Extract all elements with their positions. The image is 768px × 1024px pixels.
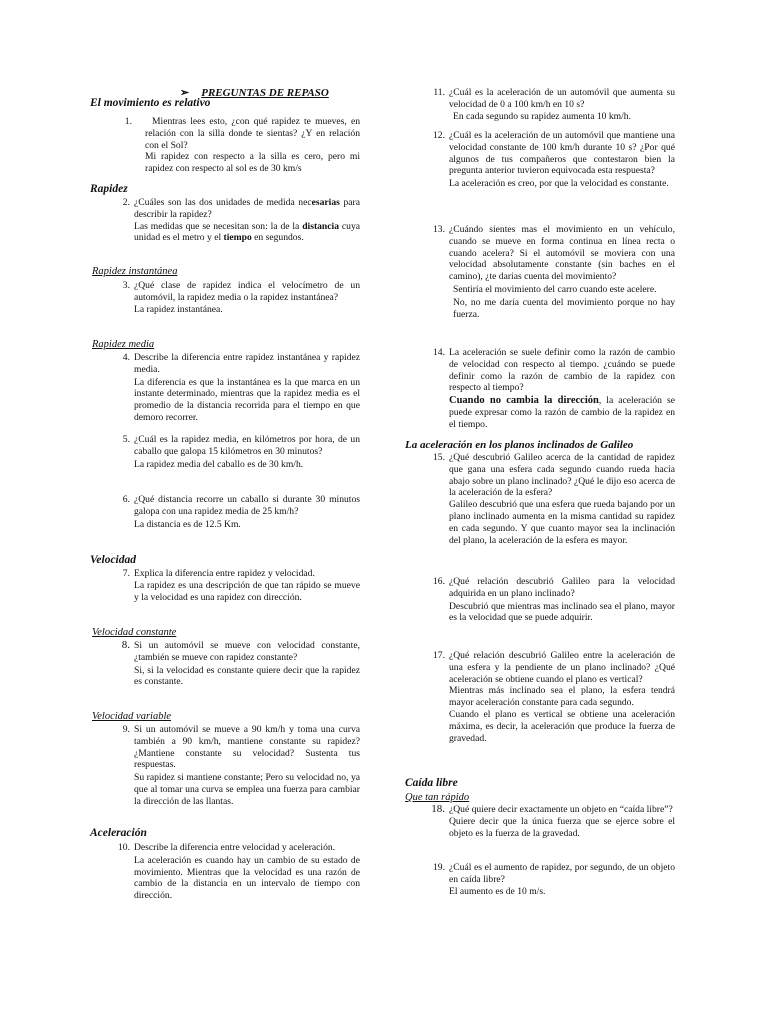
- question-text: La aceleración se suele definir como la razón de cambio de velocidad con respecto al tiempo. ¿cuándo se puede definir como la razón de cambio de la rapidez con respecto al tiempo?: [449, 347, 675, 394]
- question-number: 12.: [433, 130, 445, 141]
- answer-text: Mi rapidez con respecto a la silla es cero, pero mi rapidez con respecto al sol es de 30 km/s: [145, 151, 360, 175]
- answer-text: En cada segundo su rapidez aumenta 10 km/h.: [453, 110, 631, 122]
- section-heading: Aceleración: [90, 827, 147, 839]
- section-heading: Velocidad: [90, 554, 136, 566]
- question-text: ¿Qué relación descubrió Galileo entre la aceleración de una esfera y la pendiente de un plano inclinado? ¿Qué aceleración se obtiene cuando el plano es vertical?: [449, 650, 675, 685]
- question-number: 5.: [122, 434, 130, 445]
- question-8: [121, 639, 360, 688]
- question-text: Mientras lees esto, ¿con qué rapidez te mueves, en relación con la silla donde te sientas? ¿Y en relación con el Sol?: [145, 116, 360, 151]
- answer-text: Cuando el plano es vertical se obtiene una aceleración máxima, es decir, la aceleración que produce la fuerza de gravedad.: [449, 708, 675, 744]
- question-text: Describe la diferencia entre velocidad y aceleración.: [134, 842, 336, 853]
- answer-text: Sentiría el movimiento del carro cuando este acelere.: [453, 283, 657, 295]
- answer-text: La distancia es de 12.5 Km.: [134, 518, 241, 530]
- answer-text: Quiere decir que la única fuerza que se ejerce sobre el objeto es la fuerza de la gravedad.: [449, 815, 675, 839]
- question-1: [124, 116, 360, 175]
- question-number: 18.: [431, 803, 445, 815]
- question-7: [122, 568, 360, 603]
- question-9: [122, 724, 360, 808]
- question-3: [122, 280, 360, 315]
- question-16: [433, 576, 675, 624]
- question-number: 10.: [118, 842, 130, 853]
- question-text: ¿Qué descubrió Galileo acerca de la cantidad de rapidez que gana una esfera cada segundo cuando rueda hacia abajo sobre un plano inclinado? ¿Qué le dijo eso acerca de la aceleración de la esfera?: [449, 452, 675, 499]
- question-17: [433, 650, 675, 744]
- question-text: ¿Cuál es el aumento de rapidez, por segundo, de un objeto en caída libre?: [449, 862, 675, 885]
- question-15: [433, 452, 675, 546]
- question-number: 4.: [122, 352, 130, 363]
- question-text: Si un automóvil se mueve con velocidad constante, ¿también se mueve con rapidez constante?: [134, 640, 360, 663]
- answer-text: La aceleración es cuando hay un cambio de su estado de movimiento. Mientras que la velocidad es una razón de cambio de la distancia en un intervalo de tiempo con dirección.: [134, 854, 360, 902]
- question-number: 19.: [433, 862, 445, 873]
- question-text: ¿Qué clase de rapidez indica el velocímetro de un automóvil, la rapidez media o la rapidez instantánea?: [134, 280, 360, 303]
- question-number: 9.: [122, 724, 130, 735]
- question-number: 6.: [122, 494, 130, 505]
- question-text: ¿Qué distancia recorre un caballo si durante 30 minutos galopa con una rapidez media de 25 km/h?: [134, 494, 360, 517]
- question-number: 3.: [122, 280, 130, 291]
- answer-text: Cuando no cambia la dirección, la aceleración se puede expresar como la razón de cambio de la rapidez en el tiempo.: [449, 395, 675, 430]
- question-number: 7.: [122, 568, 130, 579]
- question-number: 15.: [433, 452, 445, 463]
- section-heading: Rapidez: [90, 183, 128, 195]
- answer-text: La aceleración es creo, por que la velocidad es constante.: [449, 178, 669, 190]
- question-12: [433, 130, 675, 190]
- answer-text: El aumento es de 10 m/s.: [449, 885, 546, 897]
- question-text: Si un automóvil se mueve a 90 km/h y toma una curva también a 90 km/h, mantiene constante su rapidez? ¿Mantiene constante su velocidad? Sustenta tus respuestas.: [134, 724, 360, 771]
- question-19: [433, 862, 675, 897]
- section-heading: La aceleración en los planos inclinados de Galileo: [405, 439, 634, 451]
- question-14: [433, 347, 675, 431]
- question-text: ¿Qué relación descubrió Galileo para la velocidad adquirida en un plano inclinado?: [449, 576, 675, 599]
- subsection-heading: Velocidad constante: [92, 627, 177, 638]
- question-number: 11.: [433, 87, 445, 98]
- question-text: Explica la diferencia entre rapidez y velocidad.: [134, 568, 315, 579]
- answer-text: Su rapidez si mantiene constante; Pero su velocidad no, ya que al tomar una curva se emplea una fuerza para cambiar la dirección de las llantas.: [134, 772, 360, 807]
- question-text: ¿Cuándo sientes mas el movimiento en un vehículo, cuando se mueve en forma continua en línea recta o cuando acelera? Si el automóvil se moviera con una velocidad absolutamente constante (sin baches en el camino), ¿te darías cuenta del movimiento?: [449, 224, 675, 283]
- question-number: 16.: [433, 576, 445, 587]
- question-text: ¿Cuál es la aceleración de un automóvil que mantiene una velocidad constante de 100 km/h durante 10 s? ¿Por qué algunos de tus compañeros que contestaron bien la pregunta anterior tuvieron equivocada esta respuesta?: [449, 130, 675, 177]
- question-text: ¿Qué quiere decir exactamente un objeto en “caída libre”?: [449, 804, 673, 815]
- answer-text: Mientras más inclinado sea el plano, la esfera tendrá mayor aceleración constante para cada segundo.: [449, 685, 675, 709]
- question-text: ¿Cuál es la aceleración de un automóvil que aumenta su velocidad de 0 a 100 km/h en 10 s?: [449, 87, 675, 110]
- question-6: [122, 494, 360, 530]
- subsection-heading: Rapidez media: [92, 339, 155, 350]
- question-text: ¿Cuáles son las dos unidades de medida necesarias para describir la rapidez?: [134, 197, 360, 220]
- answer-text: Galileo descubrió que una esfera que rueda bajando por un plano inclinado aumenta en la misma cantidad su rapidez en cada segundo. Y que cuanto mayor sea la inclinación del plano, la aceleración de la esfera es mayor.: [449, 499, 675, 546]
- subsection-heading: Velocidad variable: [92, 711, 172, 722]
- answer-text: La diferencia es que la instantánea es la que marca en un instante determinado, mientras que la rapidez media es el promedio de la distancia recorrida para el tiempo en que demoro recorrer.: [134, 376, 360, 423]
- question-2: [122, 197, 360, 244]
- answer-text: Si, si la velocidad es constante quiere decir que la rapidez es constante.: [134, 664, 360, 688]
- section-heading: El movimiento es relativo: [90, 97, 211, 109]
- question-number: 8.: [121, 639, 130, 651]
- arrow-bullet-icon: ➢: [180, 87, 190, 99]
- question-13: [433, 224, 675, 320]
- question-18: [431, 803, 675, 839]
- question-4: [122, 352, 360, 424]
- page-title-text: PREGUNTAS DE REPASO: [201, 87, 329, 99]
- section-heading: Caída libre: [405, 777, 458, 789]
- question-10: [118, 842, 360, 902]
- question-number: 17.: [433, 650, 445, 661]
- answer-text: Descubrió que mientras mas inclinado sea el plano, mayor es la velocidad que se puede adquirir.: [449, 600, 675, 624]
- answer-text: La rapidez es una descripción de que tan rápido se mueve y la velocidad es una rapidez con dirección.: [134, 579, 360, 603]
- answer-text: Las medidas que se necesitan son: la de la distancia cuya unidad es el metro y el tiempo en segundos.: [134, 220, 360, 244]
- question-number: 2.: [122, 197, 130, 208]
- question-text: ¿Cuál es la rapidez media, en kilómetros por hora, de un caballo que galopa 15 kilómetros en 30 minutos?: [134, 434, 360, 457]
- subsection-heading: Que tan rápido: [405, 792, 470, 803]
- question-number: 1.: [124, 116, 132, 127]
- question-number: 13.: [433, 224, 445, 235]
- question-number: 14.: [433, 347, 445, 358]
- question-5: [122, 434, 360, 470]
- question-11: [433, 87, 675, 122]
- subsection-heading: Rapidez instantánea: [92, 266, 178, 277]
- question-text: Describe la diferencia entre rapidez instantánea y rapidez media.: [134, 352, 360, 375]
- answer-text: La rapidez instantánea.: [134, 303, 223, 315]
- answer-text: No, no me daría cuenta del movimiento porque no hay fuerza.: [453, 296, 675, 320]
- answer-text: La rapidez media del caballo es de 30 km/h.: [134, 458, 304, 470]
